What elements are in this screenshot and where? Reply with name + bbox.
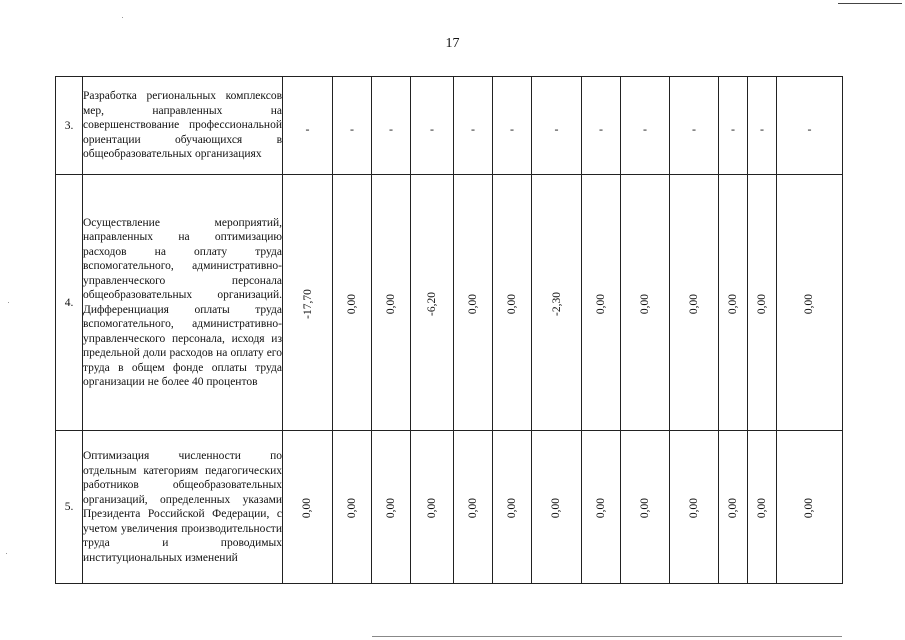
page-number: 17 xyxy=(445,36,460,51)
value-cell: 0,00 xyxy=(719,175,748,431)
value-cell: -2,30 xyxy=(532,175,582,431)
value-cell: 0,00 xyxy=(493,431,532,584)
scan-artifact-top xyxy=(838,3,902,4)
value-cell: -17,70 xyxy=(283,175,333,431)
value-cell: 0,00 xyxy=(454,175,493,431)
scan-speck xyxy=(122,17,123,18)
value-cell: - xyxy=(283,77,333,175)
value-cell: - xyxy=(454,77,493,175)
value-cell: 0,00 xyxy=(454,431,493,584)
row-number: 4. xyxy=(56,175,83,431)
value-cell: 0,00 xyxy=(777,175,843,431)
value-cell: - xyxy=(493,77,532,175)
value-cell: 0,00 xyxy=(283,431,333,584)
value-cell: 0,00 xyxy=(621,431,670,584)
scan-artifact-bottom xyxy=(372,636,842,637)
value-cell: - xyxy=(582,77,621,175)
row-number: 5. xyxy=(56,431,83,584)
value-cell: 0,00 xyxy=(333,175,372,431)
value-cell: 0,00 xyxy=(621,175,670,431)
value-cell: - xyxy=(748,77,777,175)
value-cell: 0,00 xyxy=(719,431,748,584)
table-row xyxy=(56,431,843,584)
measure-description: Разработка региональных комплексов мер, направленных на совершенствование профессиональной ориентации обучающихся в общеобразовательных организациях xyxy=(83,77,283,175)
value-cell: 0,00 xyxy=(333,431,372,584)
value-cell: -6,20 xyxy=(411,175,454,431)
value-cell: 0,00 xyxy=(493,175,532,431)
value-cell: 0,00 xyxy=(777,431,843,584)
row-number: 3. xyxy=(56,77,83,175)
value-cell: 0,00 xyxy=(411,431,454,584)
measure-description: Осуществление мероприятий, направленных на оптимизацию расходов на оплату труда вспомогательного, административно-управленческого персонала общеобразовательных организаций. Дифференциация оплаты труда вспомогательного, административно-управленческого персонала, исходя из предельной доли расходов на оплату его труда в общем фонде оплаты труда организации не более 40 процентов xyxy=(83,175,283,431)
value-cell: 0,00 xyxy=(372,431,411,584)
value-cell: 0,00 xyxy=(748,175,777,431)
table-row xyxy=(56,175,843,431)
measure-description: Оптимизация численности по отдельным категориям педагогических работников общеобразовательных организаций, определенных указами Президента Российской Федерации, с учетом увеличения производительности труда и проводимых институциональных изменений xyxy=(83,431,283,584)
value-cell: 0,00 xyxy=(748,431,777,584)
value-cell: - xyxy=(411,77,454,175)
scan-speck xyxy=(8,302,9,303)
value-cell: - xyxy=(670,77,719,175)
value-cell: 0,00 xyxy=(670,431,719,584)
value-cell: 0,00 xyxy=(582,431,621,584)
value-cell: - xyxy=(777,77,843,175)
value-cell: 0,00 xyxy=(582,175,621,431)
value-cell: 0,00 xyxy=(372,175,411,431)
value-cell: 0,00 xyxy=(670,175,719,431)
value-cell: - xyxy=(333,77,372,175)
scan-speck xyxy=(6,553,7,554)
value-cell: 0,00 xyxy=(532,431,582,584)
value-cell: - xyxy=(719,77,748,175)
measures-table xyxy=(55,76,843,584)
value-cell: - xyxy=(532,77,582,175)
table-row xyxy=(56,77,843,175)
value-cell: - xyxy=(621,77,670,175)
value-cell: - xyxy=(372,77,411,175)
